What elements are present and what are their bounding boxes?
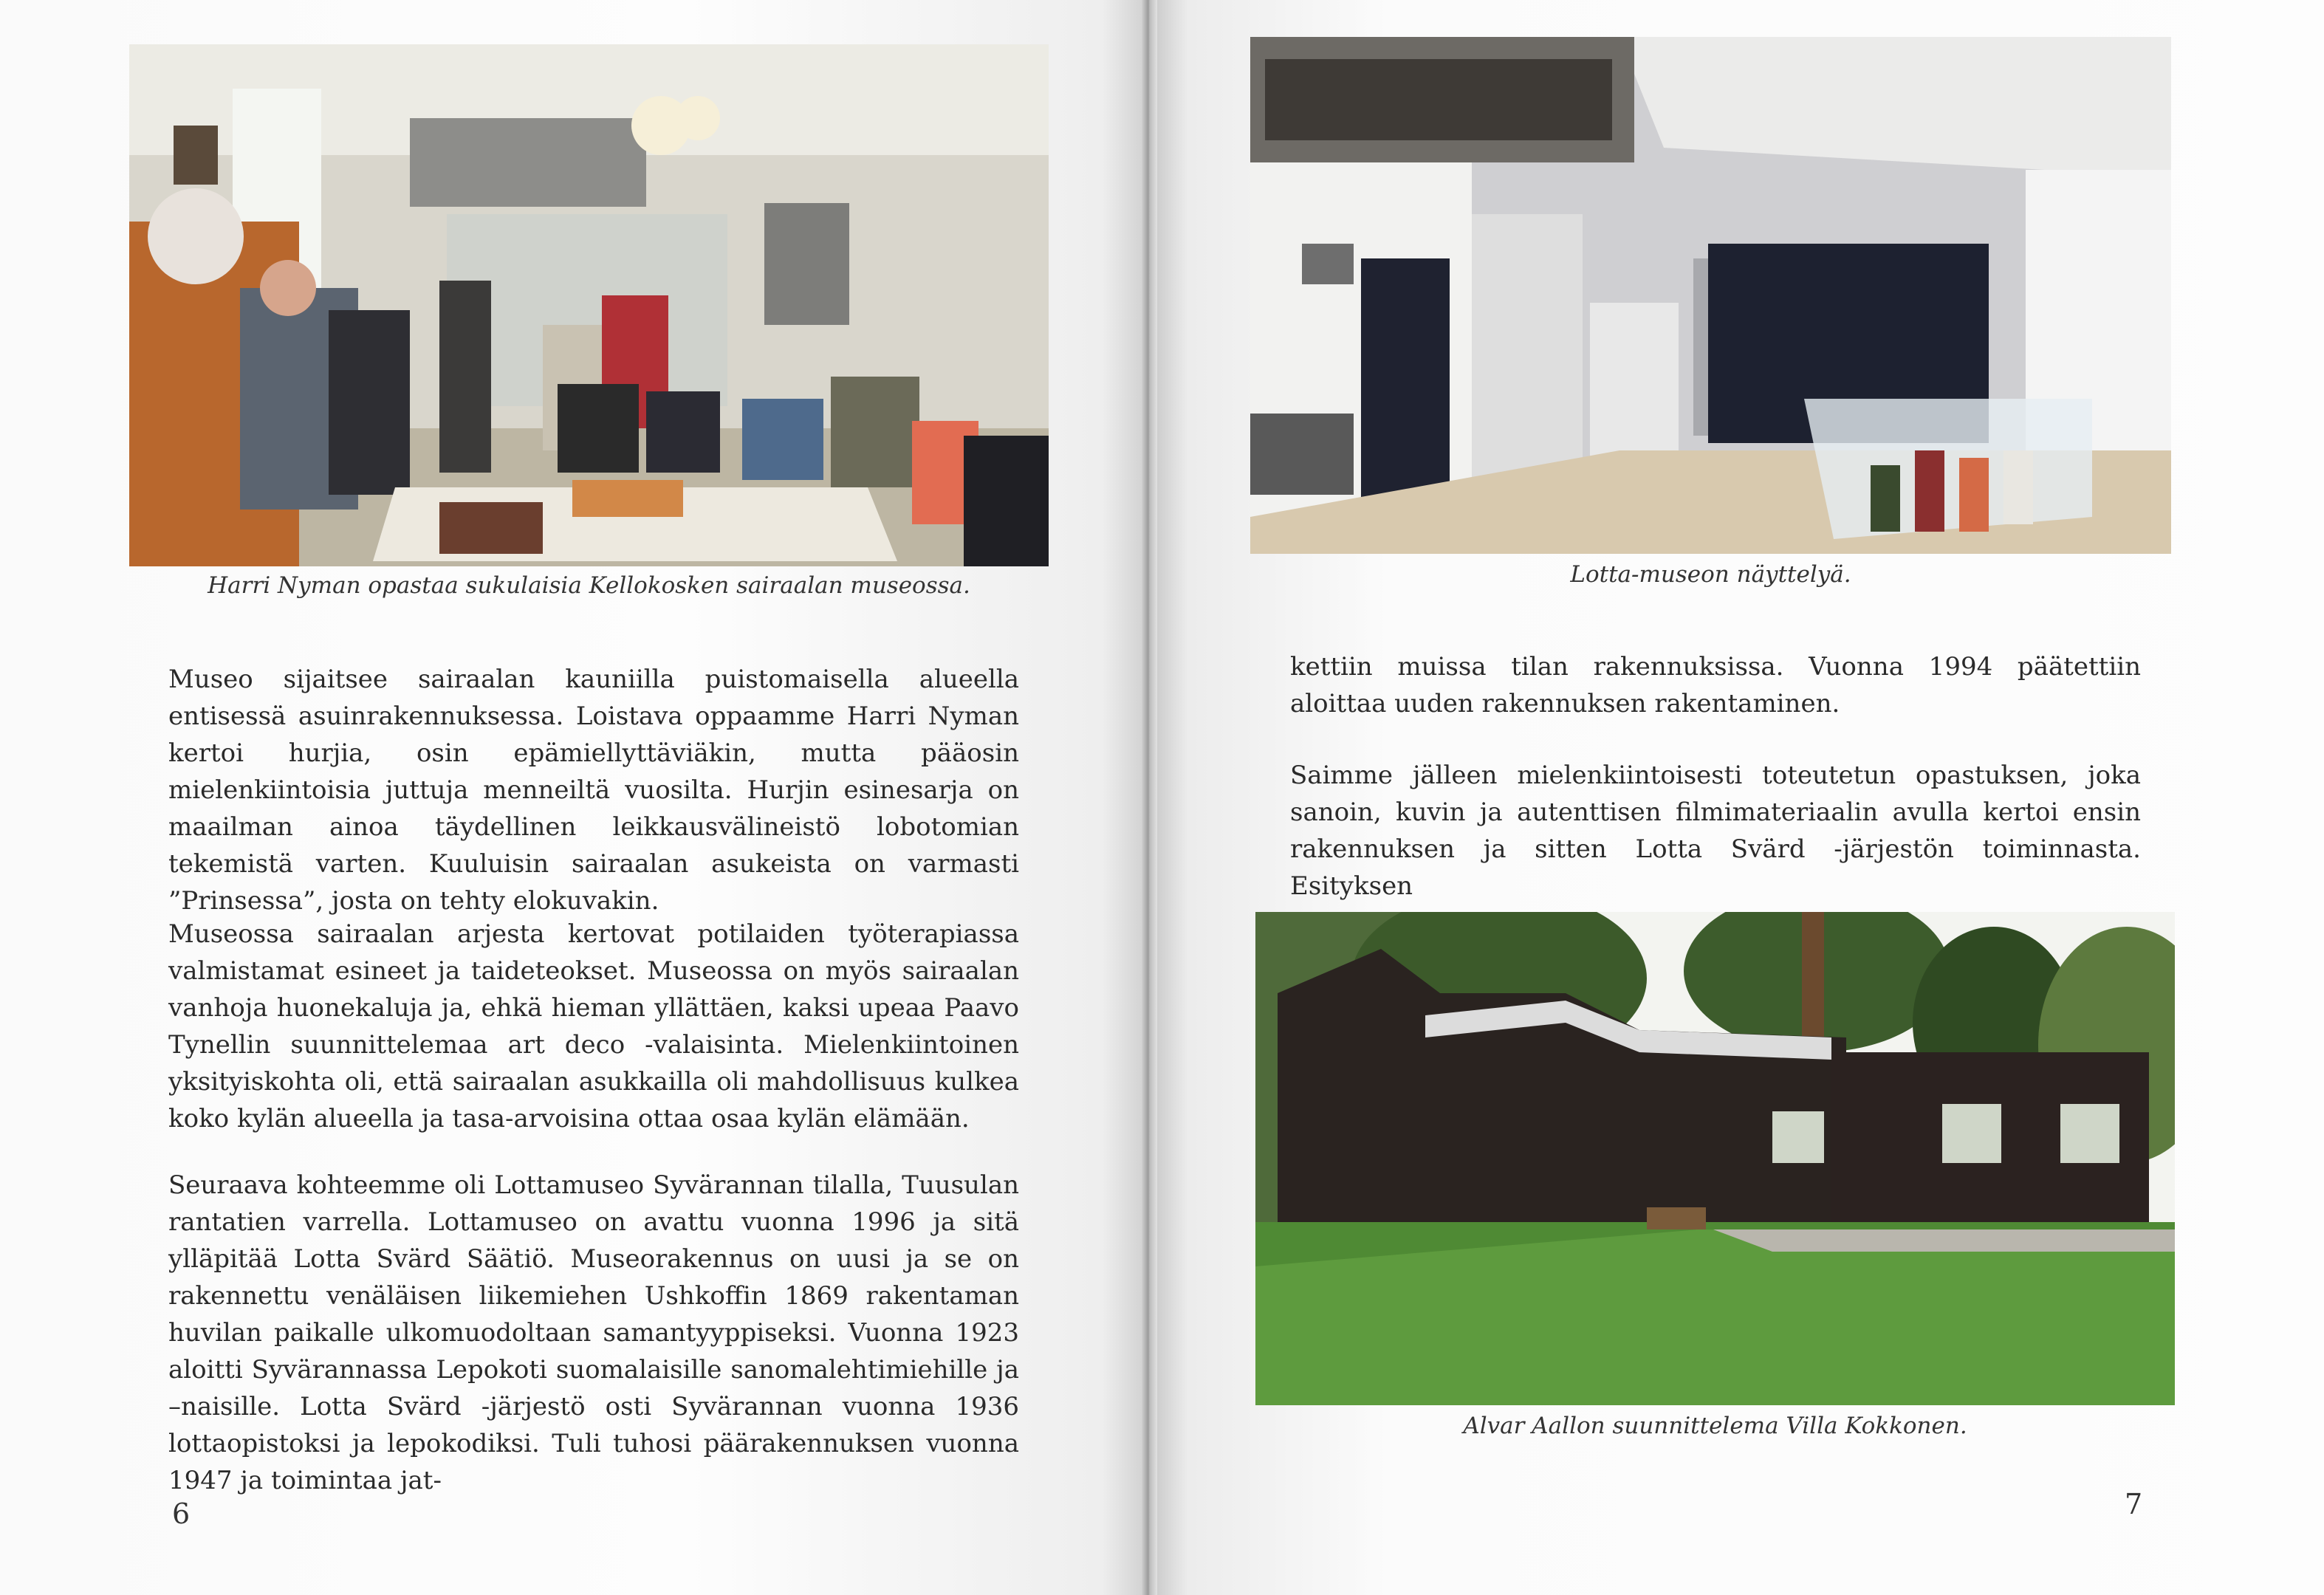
villa-kokkonen-photo xyxy=(1255,912,2175,1405)
right-paragraph-2: Saimme jälleen mielenkiintoisesti toteutetun opastuksen, joka sanoin, kuvin ja autenttisen filmimateriaalin avulla kertoi ensin rakennuksen ja sitten Lotta Svärd -järjestön toiminnasta. Esityksen xyxy=(1290,761,2141,901)
right-paragraph-1: kettiin muissa tilan rakennuksissa. Vuonna 1994 päätettiin aloittaa uuden rakennuksen rakentaminen. xyxy=(1290,652,2141,718)
left-paragraph-2: Museossa sairaalan arjesta kertovat potilaiden työterapiassa valmistamat esineet ja taideteokset. Museossa on myös sairaalan vanhoja huonekaluja ja, ehkä hieman yllättäen, kaksi upeaa Paavo Tynellin suunnittelemaa art deco -valaisinta. Mielenkiintoinen yksityiskohta oli, että sairaalan asukkailla oli mahdollisuus kulkea koko kylän alueella ja tasa-arvoisina ottaa osaa kylän elämään. xyxy=(168,919,1019,1133)
left-paragraph-1: Museo sijaitsee sairaalan kauniilla puistomaisella alueella entisessä asuinrakennuksessa. Loistava oppaamme Harri Nyman kertoi hurjia, osin epämiellyttäviäkin, mutta pääosin mielenkiintoisia juttuja menneiltä vuosilta. Hurjin esinesarja on maailman ainoa täydellinen leikkausvälineistö lobotomian tekemistä varten. Kuuluisin sairaalan asukeista on varmasti ”Prinsessa”, josta on tehty elokuvakin. xyxy=(168,665,1019,916)
left-photo-caption: Harri Nyman opastaa sukulaisia Kellokosken sairaalan museossa. xyxy=(208,572,970,599)
villa-photo-caption: Alvar Aallon suunnittelema Villa Kokkonen. xyxy=(1463,1413,1967,1439)
left-paragraph-3: Seuraava kohteemme oli Lottamuseo Syvärannan tilalla, Tuusulan rantatien varrella. Lottamuseo on avattu vuonna 1996 ja sitä ylläpitää Lotta Svärd Säätiö. Museorakennus on uusi ja se on rakennettu venäläisen liikemiehen Ushkoffin 1869 rakentaman huvilan paikalle ulkomuodoltaan samantyyppiseksi. Vuonna 1923 aloitti Syvärannassa Lepokoti suomalaisille sanomalehtimiehille ja –naisille. Lotta Svärd -järjestö osti Syvärannan vuonna 1936 lottaopistoksi ja lepokodiksi. Tuli tuhosi päärakennuksen vuonna 1947 ja toimintaa jat- xyxy=(168,1170,1019,1495)
book-gutter xyxy=(1141,0,1157,1595)
right-page-number: 7 xyxy=(2125,1488,2143,1520)
museum-group-photo xyxy=(129,44,1049,566)
left-page-number: 6 xyxy=(172,1498,191,1530)
exhibition-photo xyxy=(1250,37,2171,554)
exhibition-photo-caption: Lotta-museon näyttelyä. xyxy=(1570,561,1851,588)
